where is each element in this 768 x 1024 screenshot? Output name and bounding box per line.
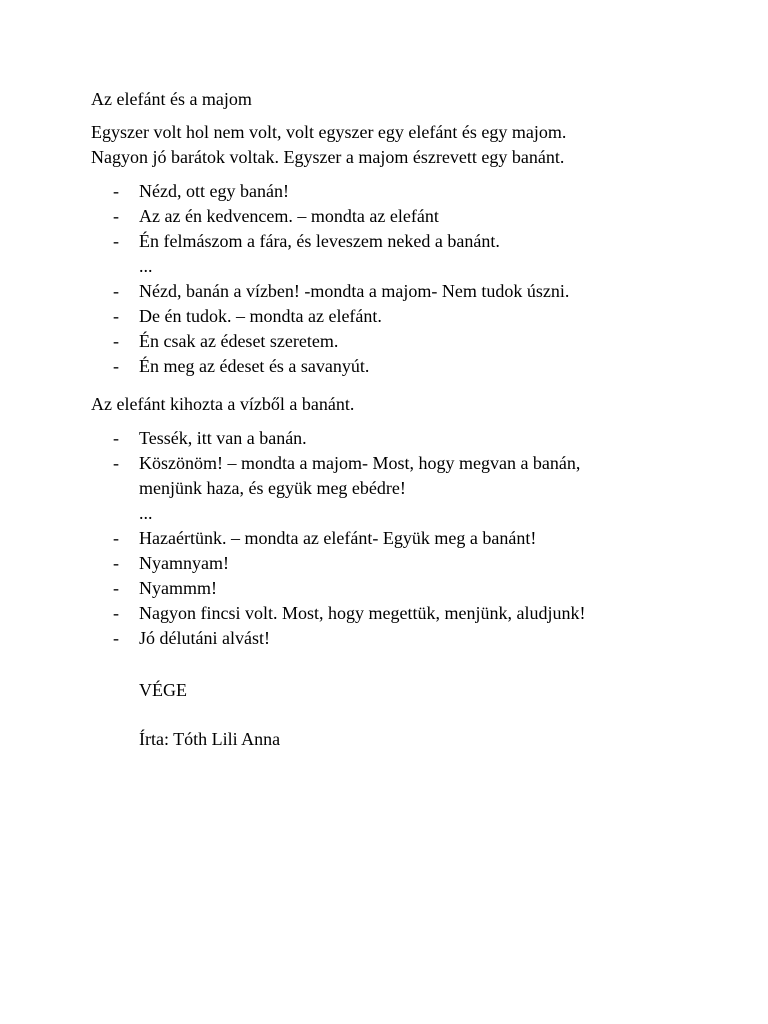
- dialogue-text: Nyamnyam!: [139, 553, 229, 573]
- dash-marker: -: [113, 553, 119, 573]
- dialogue-text: Nézd, ott egy banán!: [139, 181, 289, 201]
- dialogue-text-line: menjünk haza, és együk meg ebédre!: [139, 478, 406, 498]
- dialogue-text-line: Köszönöm! – mondta a majom- Most, hogy megvan a banán,: [139, 453, 581, 473]
- dialogue-list-1: [0, 179, 569, 379]
- dash-marker: -: [113, 331, 119, 351]
- dialogue-item: [0, 526, 585, 551]
- dash-marker: -: [113, 356, 119, 376]
- dash-marker: -: [113, 181, 119, 201]
- narration-paragraph: Az elefánt kihozta a vízből a banánt.: [91, 394, 355, 414]
- dash-marker: -: [113, 628, 119, 648]
- dialogue-text: De én tudok. – mondta az elefánt.: [139, 306, 382, 326]
- dialogue-text: Az az én kedvencem. – mondta az elefánt: [139, 206, 439, 226]
- dialogue-text: Én csak az édeset szeretem.: [139, 331, 339, 351]
- ellipsis-line: ...: [139, 503, 153, 523]
- dialogue-item: [0, 451, 585, 501]
- dash-marker: -: [113, 603, 119, 623]
- dialogue-item: [0, 576, 585, 601]
- dialogue-item: [0, 279, 569, 304]
- dialogue-text: Nyammm!: [139, 578, 217, 598]
- dash-marker: -: [113, 306, 119, 326]
- dash-marker: -: [113, 206, 119, 226]
- dialogue-item: [0, 426, 585, 451]
- dialogue-text: Tessék, itt van a banán.: [139, 428, 307, 448]
- intro-paragraph: [91, 120, 566, 170]
- dash-marker: -: [113, 528, 119, 548]
- dialogue-item: [0, 229, 569, 254]
- dialogue-item: [0, 354, 569, 379]
- dash-marker: -: [113, 428, 119, 448]
- dialogue-text: Nagyon fincsi volt. Most, hogy megettük, menjünk, aludjunk!: [139, 603, 586, 623]
- dialogue-item: [0, 304, 569, 329]
- dialogue-text: Én meg az édeset és a savanyút.: [139, 356, 370, 376]
- dash-marker: -: [113, 281, 119, 301]
- dash-marker: -: [113, 231, 119, 251]
- dialogue-item: [0, 179, 569, 204]
- dialogue-text: Jó délutáni alvást!: [139, 628, 270, 648]
- dash-marker: -: [113, 453, 119, 473]
- dialogue-list-2: [0, 426, 585, 651]
- dialogue-item: [0, 626, 585, 651]
- dialogue-item: [0, 329, 569, 354]
- intro-line: Egyszer volt hol nem volt, volt egyszer egy elefánt és egy majom.: [91, 122, 567, 142]
- dialogue-item: [0, 204, 569, 229]
- ending-text: VÉGE: [139, 680, 187, 700]
- dash-marker: -: [113, 578, 119, 598]
- dialogue-text: Nézd, banán a vízben! -mondta a majom- Nem tudok úszni.: [139, 281, 570, 301]
- dialogue-item: [0, 551, 585, 576]
- dialogue-text: Hazaértünk. – mondta az elefánt- Együk meg a banánt!: [139, 528, 537, 548]
- intro-line: Nagyon jó barátok voltak. Egyszer a majom észrevett egy banánt.: [91, 147, 565, 167]
- story-title: Az elefánt és a majom: [91, 89, 252, 109]
- dialogue-text: Én felmászom a fára, és leveszem neked a banánt.: [139, 231, 500, 251]
- ellipsis-line: ...: [139, 256, 153, 276]
- author-line: Írta: Tóth Lili Anna: [139, 729, 281, 749]
- dialogue-item: [0, 601, 585, 626]
